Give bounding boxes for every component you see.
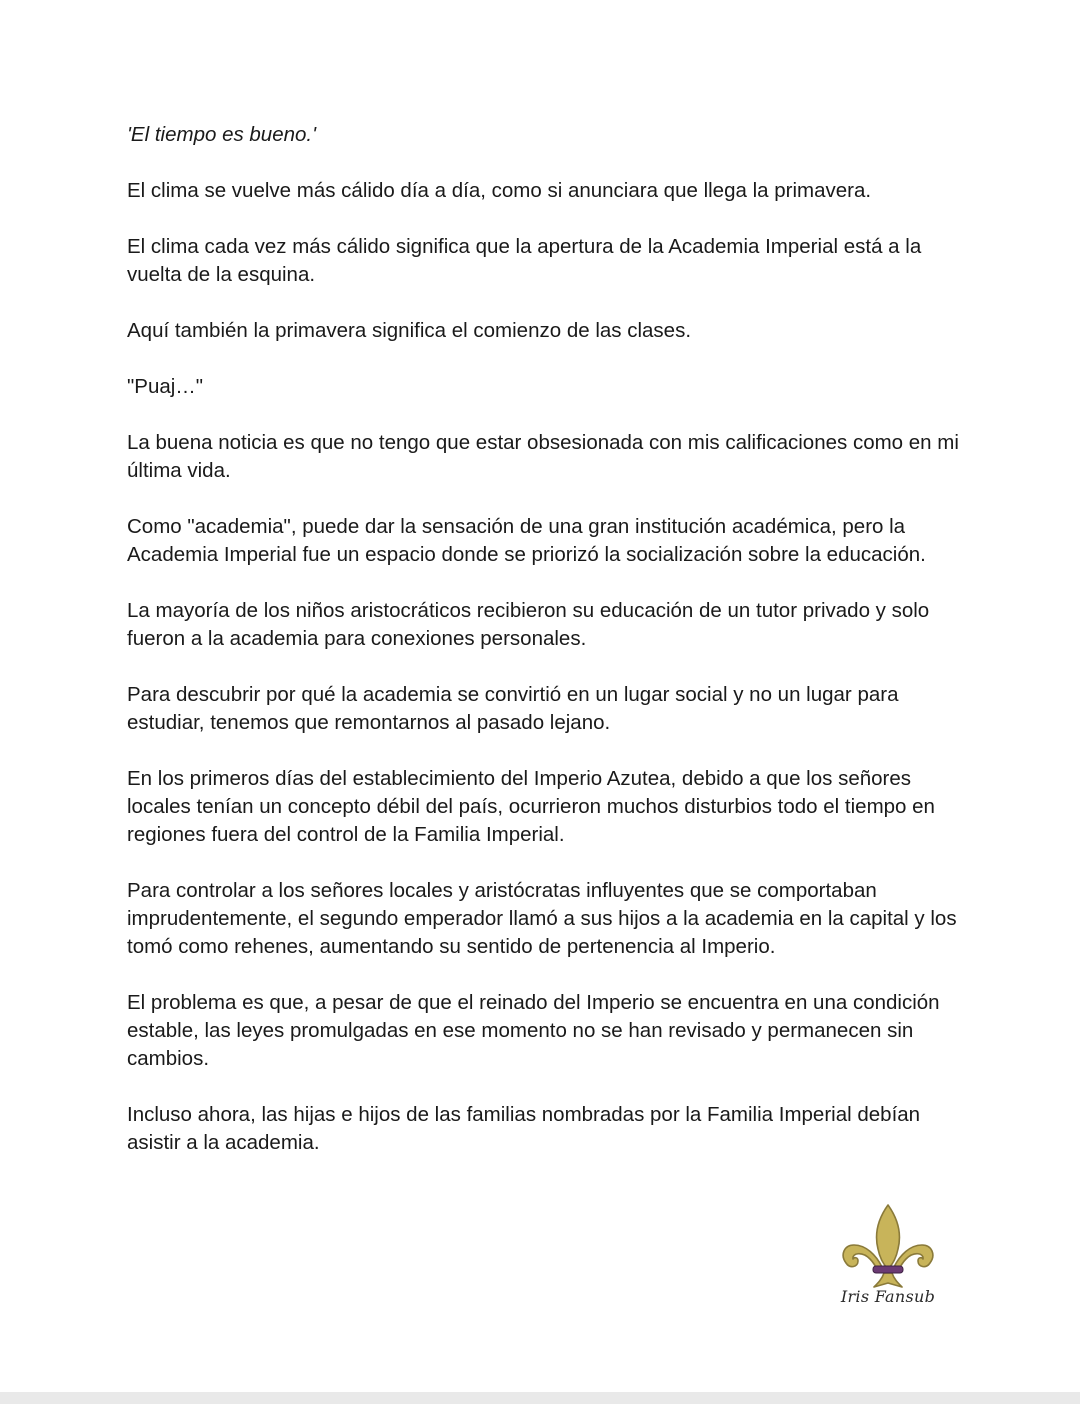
fleur-de-lis-icon <box>838 1203 938 1291</box>
document-body <box>127 121 962 1185</box>
paragraph: La mayoría de los niños aristocráticos recibieron su educación de un tutor privado y solo fueron a la academia para conexiones personales. <box>127 599 930 650</box>
paragraph: En los primeros días del establecimiento del Imperio Azutea, debido a que los señores locales tenían un concepto débil del país, ocurrieron muchos disturbios todo el tiempo en regiones fuera del control de la Familia Imperial. <box>127 767 935 846</box>
watermark-label: Iris Fansub <box>840 1287 936 1306</box>
paragraph: Como "academia", puede dar la sensación de una gran institución académica, pero la Academia Imperial fue un espacio donde se priorizó la socialización sobre la educación. <box>127 515 926 566</box>
paragraph: Para descubrir por qué la academia se convirtió en un lugar social y no un lugar para estudiar, tenemos que remontarnos al pasado lejano. <box>127 683 899 734</box>
paragraph: El clima cada vez más cálido significa que la apertura de la Academia Imperial está a la vuelta de la esquina. <box>127 235 922 286</box>
paragraph: La buena noticia es que no tengo que estar obsesionada con mis calificaciones como en mi última vida. <box>127 431 959 482</box>
paragraph: Incluso ahora, las hijas e hijos de las familias nombradas por la Familia Imperial debían asistir a la academia. <box>127 1103 921 1154</box>
watermark-logo <box>838 1203 938 1315</box>
paragraph: Aquí también la primavera significa el comienzo de las clases. <box>127 319 692 342</box>
paragraph: 'El tiempo es bueno.' <box>127 123 317 146</box>
paragraph: Para controlar a los señores locales y aristócratas influyentes que se comportaban imprudentemente, el segundo emperador llamó a sus hijos a la academia en la capital y los tomó como rehenes, aumentando su sentido de pertenencia al Imperio. <box>127 879 957 958</box>
paragraph: El clima se vuelve más cálido día a día, como si anunciara que llega la primavera. <box>127 179 872 202</box>
paragraph: "Puaj…" <box>127 375 204 398</box>
bottom-edge-bar <box>0 1392 1080 1404</box>
paragraph: El problema es que, a pesar de que el reinado del Imperio se encuentra en una condición estable, las leyes promulgadas en ese momento no se han revisado y permanecen sin cambios. <box>127 991 940 1070</box>
